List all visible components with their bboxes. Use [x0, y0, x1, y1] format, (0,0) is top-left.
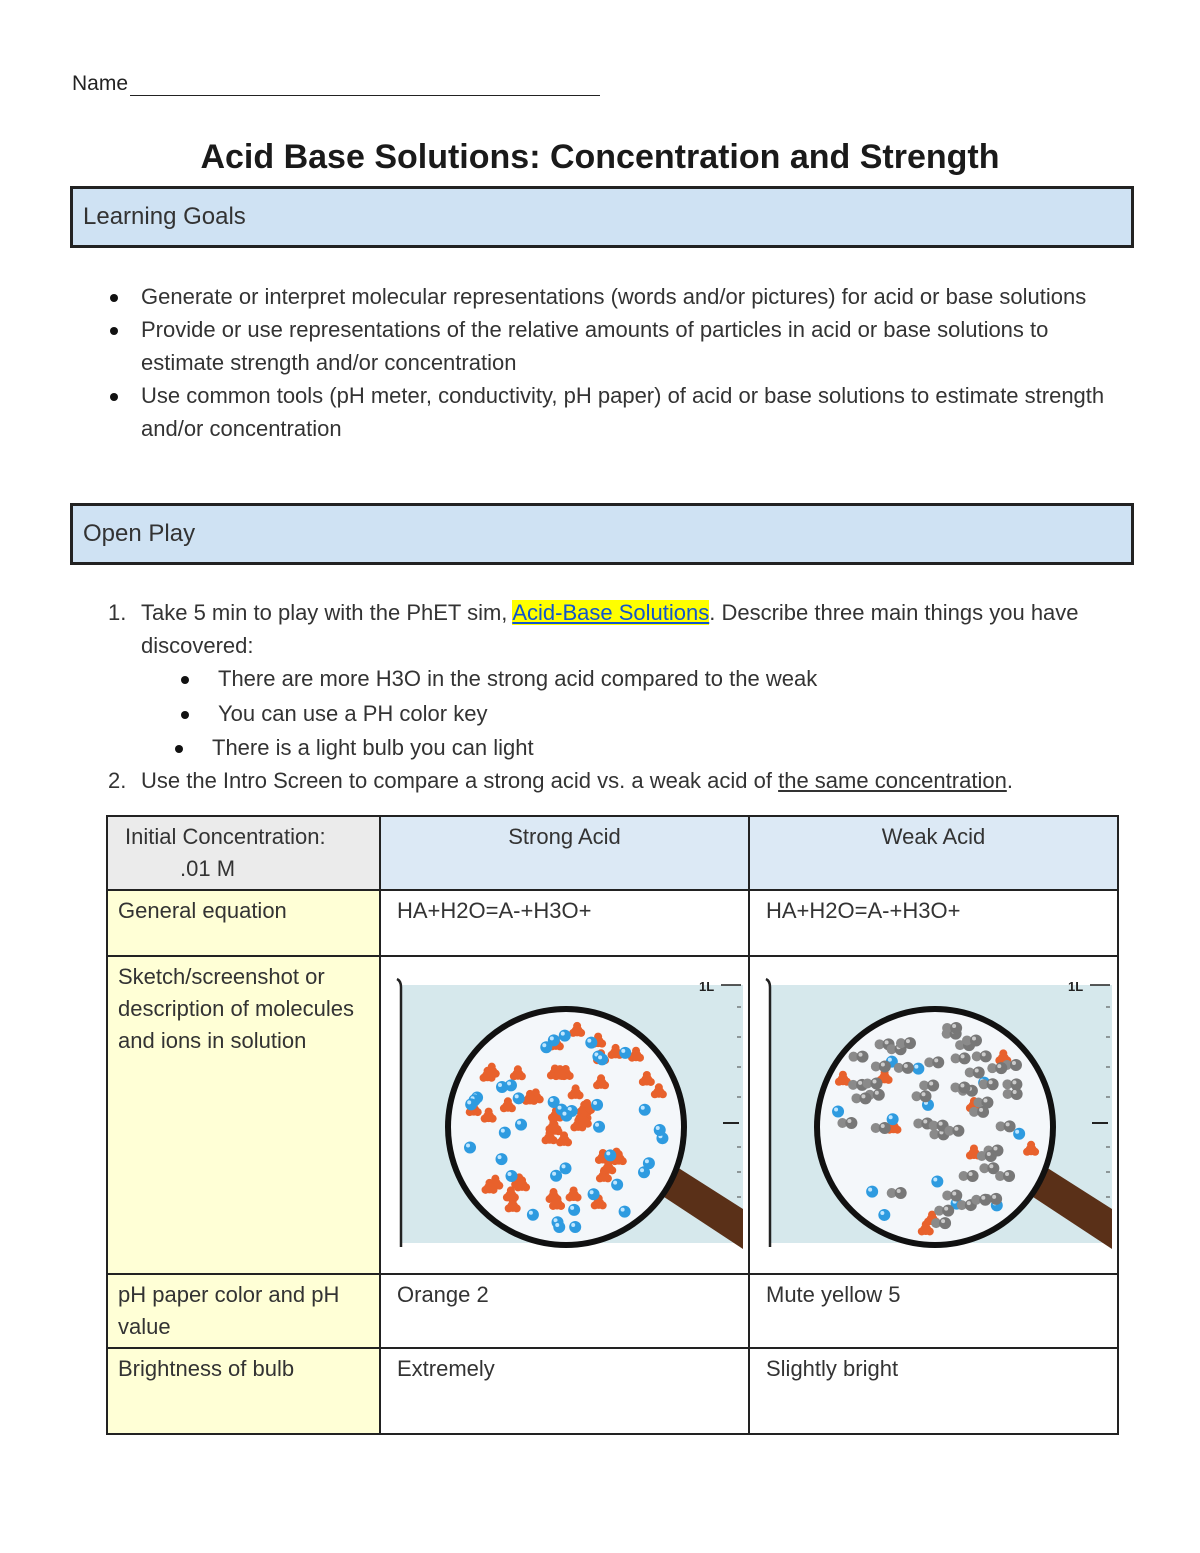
ha-molecule — [971, 1194, 991, 1206]
header-strong-acid: Strong Acid — [380, 816, 749, 890]
question-1-text-end: . Describe three main things you have discovered: — [141, 600, 1079, 658]
answer-1: There are more H3O in the strong acid compared to the weak — [218, 662, 817, 695]
corner-cell — [107, 816, 380, 890]
question-1-number: 1. — [108, 600, 127, 625]
question-1-text: Take 5 min to play with the PhET sim, — [141, 600, 513, 625]
row-label-sketch: Sketch/screenshot or description of molecules and ions in solution — [107, 956, 380, 1274]
question-2-number: 2. — [108, 768, 127, 793]
a-ion — [639, 1104, 651, 1116]
ha-molecule — [977, 1150, 997, 1162]
a-ion — [1013, 1128, 1025, 1140]
ha-molecule — [973, 1096, 993, 1108]
a-ion — [465, 1098, 477, 1110]
a-ion — [464, 1141, 476, 1153]
a-ion — [505, 1170, 517, 1182]
strong-equation[interactable]: HA+H2O=A-+H3O+ — [380, 890, 749, 956]
a-ion — [548, 1034, 560, 1046]
a-ion — [559, 1030, 571, 1042]
row-label-ph: pH paper color and pH value — [107, 1274, 380, 1348]
a-ion — [515, 1119, 527, 1131]
ha-molecule — [912, 1090, 932, 1102]
ha-molecule — [887, 1187, 907, 1199]
question-2-text: Use the Intro Screen to compare a strong acid vs. a weak acid of — [141, 768, 779, 793]
ha-molecule — [972, 1050, 992, 1062]
open-play-heading: Open Play — [83, 520, 196, 547]
learning-goals-list — [108, 280, 1118, 445]
table-header-row — [107, 816, 1118, 890]
list-item: Provide or use representations of the relative amounts of particles in acid or base solutions to estimate strength and/or concentration — [108, 313, 1118, 379]
ha-molecule — [1002, 1078, 1022, 1090]
a-ion — [527, 1209, 539, 1221]
ha-molecule — [849, 1051, 869, 1063]
ha-molecule — [871, 1060, 891, 1072]
a-ion — [619, 1047, 631, 1059]
a-ion — [496, 1153, 508, 1165]
a-ion — [513, 1092, 525, 1104]
ha-molecule — [894, 1062, 914, 1074]
ha-molecule — [951, 1052, 971, 1064]
ha-molecule — [871, 1122, 891, 1134]
ha-molecule — [996, 1120, 1016, 1132]
a-ion — [604, 1149, 616, 1161]
a-ion — [832, 1105, 844, 1117]
ha-molecule — [924, 1056, 944, 1068]
page-title: Acid Base Solutions: Concentration and Strength — [200, 138, 1000, 176]
a-ion — [550, 1170, 562, 1182]
name-blank-line[interactable] — [130, 75, 600, 96]
ha-molecule — [934, 1205, 954, 1217]
corner-line-2: .01 M — [180, 856, 236, 881]
a-ion — [931, 1175, 943, 1187]
learning-goals-heading: Learning Goals — [83, 203, 246, 230]
a-ion — [654, 1124, 666, 1136]
a-ion — [591, 1099, 603, 1111]
name-field — [72, 72, 600, 96]
table-row — [107, 956, 1118, 1274]
question-2-text-end: . — [1006, 768, 1013, 793]
weak-acid-magnifier-image — [750, 957, 1116, 1264]
ha-molecule — [962, 1034, 982, 1046]
ha-molecule — [944, 1125, 964, 1137]
a-ion — [496, 1081, 508, 1093]
a-ion — [553, 1221, 565, 1233]
ha-molecule — [987, 1062, 1007, 1074]
question-2-underlined: the same concentration — [778, 768, 1007, 793]
a-ion — [878, 1209, 890, 1221]
a-ion — [611, 1179, 623, 1191]
ha-molecule — [1003, 1088, 1023, 1100]
a-ion — [912, 1063, 924, 1075]
name-label: Name — [72, 72, 129, 95]
a-ion — [499, 1127, 511, 1139]
phet-sim-link[interactable]: Acid-Base Solutions — [512, 600, 710, 625]
ha-molecule — [995, 1170, 1015, 1182]
ha-molecule — [862, 1077, 882, 1089]
weak-equation[interactable]: HA+H2O=A-+H3O+ — [749, 890, 1118, 956]
ha-molecule — [950, 1081, 970, 1093]
ha-molecule — [979, 1078, 999, 1090]
a-ion — [593, 1121, 605, 1133]
ha-molecule — [959, 1170, 979, 1182]
comparison-table — [106, 815, 1119, 1435]
a-ion — [560, 1110, 572, 1122]
ha-molecule — [965, 1066, 985, 1078]
a-ion — [866, 1186, 878, 1198]
list-item: Generate or interpret molecular representations (words and/or pictures) for acid or base solutions — [108, 280, 1118, 313]
table-row — [107, 1348, 1118, 1434]
question-2 — [108, 764, 1128, 797]
header-weak-acid: Weak Acid — [749, 816, 1118, 890]
open-play-box — [70, 503, 1134, 565]
ha-molecule — [837, 1117, 857, 1129]
row-label-equation: General equation — [107, 890, 380, 956]
row-label-bulb: Brightness of bulb — [107, 1348, 380, 1434]
weak-acid-sketch-cell — [749, 956, 1118, 1274]
strong-ph-value[interactable]: Orange 2 — [380, 1274, 749, 1348]
ha-molecule — [931, 1217, 951, 1229]
ha-molecule — [896, 1037, 916, 1049]
strong-bulb-brightness[interactable]: Extremely — [380, 1348, 749, 1434]
a-ion — [560, 1162, 572, 1174]
weak-bulb-brightness[interactable]: Slightly bright — [749, 1348, 1118, 1434]
a-ion — [588, 1188, 600, 1200]
ha-molecule — [979, 1162, 999, 1174]
a-ion — [585, 1037, 597, 1049]
question-1 — [108, 596, 1128, 662]
beaker-volume-label: 1L — [699, 979, 715, 994]
ha-molecule — [851, 1092, 871, 1104]
learning-goals-box — [70, 186, 1134, 248]
a-ion — [596, 1053, 608, 1065]
table-row — [107, 890, 1118, 956]
a-ion — [568, 1204, 580, 1216]
strong-acid-magnifier-image — [381, 957, 747, 1264]
answer-2: You can use a PH color key — [218, 697, 487, 730]
ha-molecule — [942, 1189, 962, 1201]
a-ion — [548, 1096, 560, 1108]
answer-3: There is a light bulb you can light — [212, 731, 534, 764]
a-ion — [638, 1166, 650, 1178]
list-item: Use common tools (pH meter, conductivity, pH paper) of acid or base solutions to estimate strength and/or concentration — [108, 379, 1118, 445]
strong-acid-sketch-cell — [380, 956, 749, 1274]
ha-molecule — [919, 1079, 939, 1091]
a-ion — [569, 1221, 581, 1233]
beaker-volume-label: 1L — [1068, 979, 1084, 994]
ha-molecule — [942, 1022, 962, 1034]
weak-ph-value[interactable]: Mute yellow 5 — [749, 1274, 1118, 1348]
table-row — [107, 1274, 1118, 1348]
a-ion — [619, 1206, 631, 1218]
corner-line-1: Initial Concentration: — [125, 824, 326, 849]
